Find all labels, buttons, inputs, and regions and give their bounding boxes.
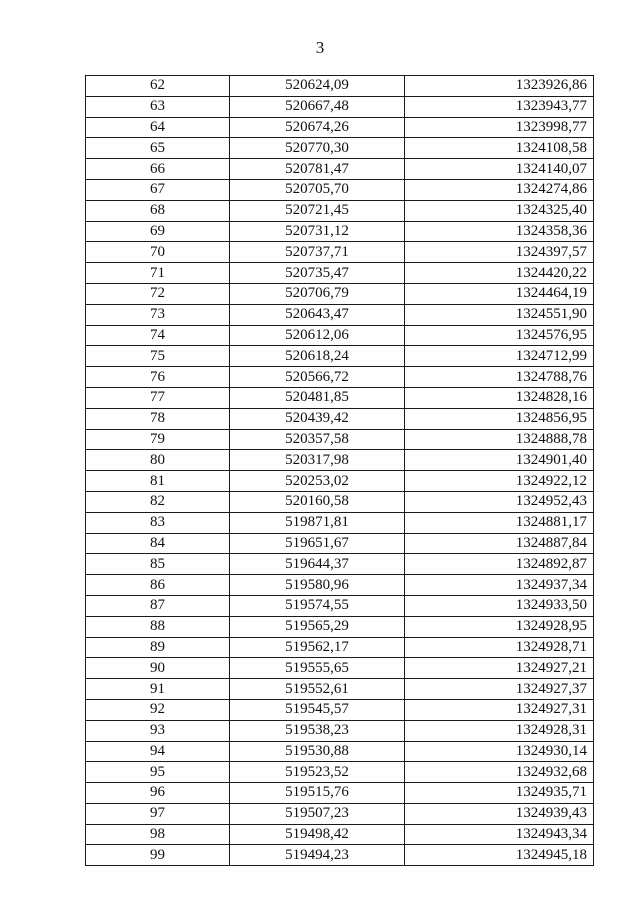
point-number-cell: 69 xyxy=(86,221,230,242)
y-coordinate-cell: 1324108,58 xyxy=(405,138,594,159)
y-coordinate-cell: 1324464,19 xyxy=(405,283,594,304)
table-row xyxy=(86,824,594,845)
x-coordinate-cell: 520737,71 xyxy=(230,242,405,263)
y-coordinate-cell: 1324937,34 xyxy=(405,575,594,596)
point-number-cell: 73 xyxy=(86,304,230,325)
table-row xyxy=(86,96,594,117)
table-row xyxy=(86,117,594,138)
table-row xyxy=(86,616,594,637)
x-coordinate-cell: 520731,12 xyxy=(230,221,405,242)
x-coordinate-cell: 519871,81 xyxy=(230,512,405,533)
table-row xyxy=(86,491,594,512)
point-number-cell: 62 xyxy=(86,76,230,97)
y-coordinate-cell: 1324943,34 xyxy=(405,824,594,845)
x-coordinate-cell: 520612,06 xyxy=(230,325,405,346)
table-row xyxy=(86,200,594,221)
y-coordinate-cell: 1324140,07 xyxy=(405,159,594,180)
y-coordinate-cell: 1324935,71 xyxy=(405,783,594,804)
point-number-cell: 77 xyxy=(86,387,230,408)
table-row xyxy=(86,429,594,450)
table-row xyxy=(86,346,594,367)
x-coordinate-cell: 519523,52 xyxy=(230,762,405,783)
x-coordinate-cell: 519562,17 xyxy=(230,637,405,658)
point-number-cell: 80 xyxy=(86,450,230,471)
x-coordinate-cell: 520317,98 xyxy=(230,450,405,471)
y-coordinate-cell: 1324551,90 xyxy=(405,304,594,325)
y-coordinate-cell: 1324930,14 xyxy=(405,741,594,762)
x-coordinate-cell: 520770,30 xyxy=(230,138,405,159)
point-number-cell: 67 xyxy=(86,179,230,200)
coordinates-table xyxy=(85,75,594,866)
y-coordinate-cell: 1324901,40 xyxy=(405,450,594,471)
table-row xyxy=(86,762,594,783)
point-number-cell: 82 xyxy=(86,491,230,512)
x-coordinate-cell: 520624,09 xyxy=(230,76,405,97)
table-row xyxy=(86,575,594,596)
table-row xyxy=(86,325,594,346)
y-coordinate-cell: 1324881,17 xyxy=(405,512,594,533)
point-number-cell: 71 xyxy=(86,263,230,284)
x-coordinate-cell: 520357,58 xyxy=(230,429,405,450)
table-row xyxy=(86,367,594,388)
page-number: 3 xyxy=(315,38,325,57)
x-coordinate-cell: 520705,70 xyxy=(230,179,405,200)
point-number-cell: 90 xyxy=(86,658,230,679)
x-coordinate-cell: 520481,85 xyxy=(230,387,405,408)
y-coordinate-cell: 1324576,95 xyxy=(405,325,594,346)
point-number-cell: 89 xyxy=(86,637,230,658)
point-number-cell: 70 xyxy=(86,242,230,263)
y-coordinate-cell: 1324952,43 xyxy=(405,491,594,512)
y-coordinate-cell: 1323926,86 xyxy=(405,76,594,97)
x-coordinate-cell: 519515,76 xyxy=(230,783,405,804)
x-coordinate-cell: 520439,42 xyxy=(230,408,405,429)
table-row xyxy=(86,803,594,824)
table-row xyxy=(86,783,594,804)
table-row xyxy=(86,845,594,866)
x-coordinate-cell: 519507,23 xyxy=(230,803,405,824)
x-coordinate-cell: 520643,47 xyxy=(230,304,405,325)
point-number-cell: 99 xyxy=(86,845,230,866)
y-coordinate-cell: 1324828,16 xyxy=(405,387,594,408)
table-row xyxy=(86,741,594,762)
point-number-cell: 79 xyxy=(86,429,230,450)
y-coordinate-cell: 1324788,76 xyxy=(405,367,594,388)
point-number-cell: 85 xyxy=(86,554,230,575)
x-coordinate-cell: 519574,55 xyxy=(230,595,405,616)
table-row xyxy=(86,658,594,679)
y-coordinate-cell: 1324420,22 xyxy=(405,263,594,284)
y-coordinate-cell: 1324712,99 xyxy=(405,346,594,367)
x-coordinate-cell: 519651,67 xyxy=(230,533,405,554)
point-number-cell: 92 xyxy=(86,699,230,720)
x-coordinate-cell: 519538,23 xyxy=(230,720,405,741)
table-row xyxy=(86,699,594,720)
point-number-cell: 66 xyxy=(86,159,230,180)
y-coordinate-cell: 1324928,95 xyxy=(405,616,594,637)
x-coordinate-cell: 520781,47 xyxy=(230,159,405,180)
x-coordinate-cell: 520160,58 xyxy=(230,491,405,512)
x-coordinate-cell: 520674,26 xyxy=(230,117,405,138)
y-coordinate-cell: 1324358,36 xyxy=(405,221,594,242)
table-row xyxy=(86,637,594,658)
point-number-cell: 65 xyxy=(86,138,230,159)
point-number-cell: 81 xyxy=(86,471,230,492)
table-row xyxy=(86,533,594,554)
point-number-cell: 94 xyxy=(86,741,230,762)
point-number-cell: 93 xyxy=(86,720,230,741)
y-coordinate-cell: 1324325,40 xyxy=(405,200,594,221)
point-number-cell: 63 xyxy=(86,96,230,117)
x-coordinate-cell: 519498,42 xyxy=(230,824,405,845)
point-number-cell: 87 xyxy=(86,595,230,616)
table-row xyxy=(86,159,594,180)
table-row xyxy=(86,76,594,97)
table-row xyxy=(86,138,594,159)
x-coordinate-cell: 519565,29 xyxy=(230,616,405,637)
point-number-cell: 64 xyxy=(86,117,230,138)
point-number-cell: 98 xyxy=(86,824,230,845)
x-coordinate-cell: 520618,24 xyxy=(230,346,405,367)
table-row xyxy=(86,595,594,616)
point-number-cell: 74 xyxy=(86,325,230,346)
table-row xyxy=(86,408,594,429)
point-number-cell: 84 xyxy=(86,533,230,554)
table-row xyxy=(86,179,594,200)
point-number-cell: 68 xyxy=(86,200,230,221)
coordinates-table-body xyxy=(86,76,594,866)
point-number-cell: 97 xyxy=(86,803,230,824)
x-coordinate-cell: 519530,88 xyxy=(230,741,405,762)
point-number-cell: 75 xyxy=(86,346,230,367)
y-coordinate-cell: 1324933,50 xyxy=(405,595,594,616)
y-coordinate-cell: 1324856,95 xyxy=(405,408,594,429)
y-coordinate-cell: 1324892,87 xyxy=(405,554,594,575)
table-row xyxy=(86,512,594,533)
y-coordinate-cell: 1323998,77 xyxy=(405,117,594,138)
y-coordinate-cell: 1324932,68 xyxy=(405,762,594,783)
y-coordinate-cell: 1324274,86 xyxy=(405,179,594,200)
table-row xyxy=(86,304,594,325)
table-row xyxy=(86,554,594,575)
table-row xyxy=(86,221,594,242)
x-coordinate-cell: 520735,47 xyxy=(230,263,405,284)
x-coordinate-cell: 520566,72 xyxy=(230,367,405,388)
x-coordinate-cell: 519494,23 xyxy=(230,845,405,866)
y-coordinate-cell: 1324945,18 xyxy=(405,845,594,866)
point-number-cell: 96 xyxy=(86,783,230,804)
table-row xyxy=(86,450,594,471)
point-number-cell: 86 xyxy=(86,575,230,596)
table-row xyxy=(86,263,594,284)
table-row xyxy=(86,242,594,263)
point-number-cell: 83 xyxy=(86,512,230,533)
x-coordinate-cell: 519555,65 xyxy=(230,658,405,679)
point-number-cell: 76 xyxy=(86,367,230,388)
table-row xyxy=(86,283,594,304)
y-coordinate-cell: 1324927,31 xyxy=(405,699,594,720)
x-coordinate-cell: 519552,61 xyxy=(230,679,405,700)
y-coordinate-cell: 1324888,78 xyxy=(405,429,594,450)
y-coordinate-cell: 1324928,31 xyxy=(405,720,594,741)
y-coordinate-cell: 1324927,21 xyxy=(405,658,594,679)
y-coordinate-cell: 1324397,57 xyxy=(405,242,594,263)
table-row xyxy=(86,679,594,700)
y-coordinate-cell: 1324922,12 xyxy=(405,471,594,492)
table-row xyxy=(86,471,594,492)
y-coordinate-cell: 1323943,77 xyxy=(405,96,594,117)
point-number-cell: 95 xyxy=(86,762,230,783)
point-number-cell: 91 xyxy=(86,679,230,700)
x-coordinate-cell: 520706,79 xyxy=(230,283,405,304)
table-row xyxy=(86,387,594,408)
y-coordinate-cell: 1324927,37 xyxy=(405,679,594,700)
point-number-cell: 78 xyxy=(86,408,230,429)
y-coordinate-cell: 1324939,43 xyxy=(405,803,594,824)
x-coordinate-cell: 520667,48 xyxy=(230,96,405,117)
x-coordinate-cell: 520253,02 xyxy=(230,471,405,492)
x-coordinate-cell: 519580,96 xyxy=(230,575,405,596)
point-number-cell: 72 xyxy=(86,283,230,304)
x-coordinate-cell: 520721,45 xyxy=(230,200,405,221)
point-number-cell: 88 xyxy=(86,616,230,637)
y-coordinate-cell: 1324928,71 xyxy=(405,637,594,658)
x-coordinate-cell: 519644,37 xyxy=(230,554,405,575)
table-row xyxy=(86,720,594,741)
y-coordinate-cell: 1324887,84 xyxy=(405,533,594,554)
x-coordinate-cell: 519545,57 xyxy=(230,699,405,720)
